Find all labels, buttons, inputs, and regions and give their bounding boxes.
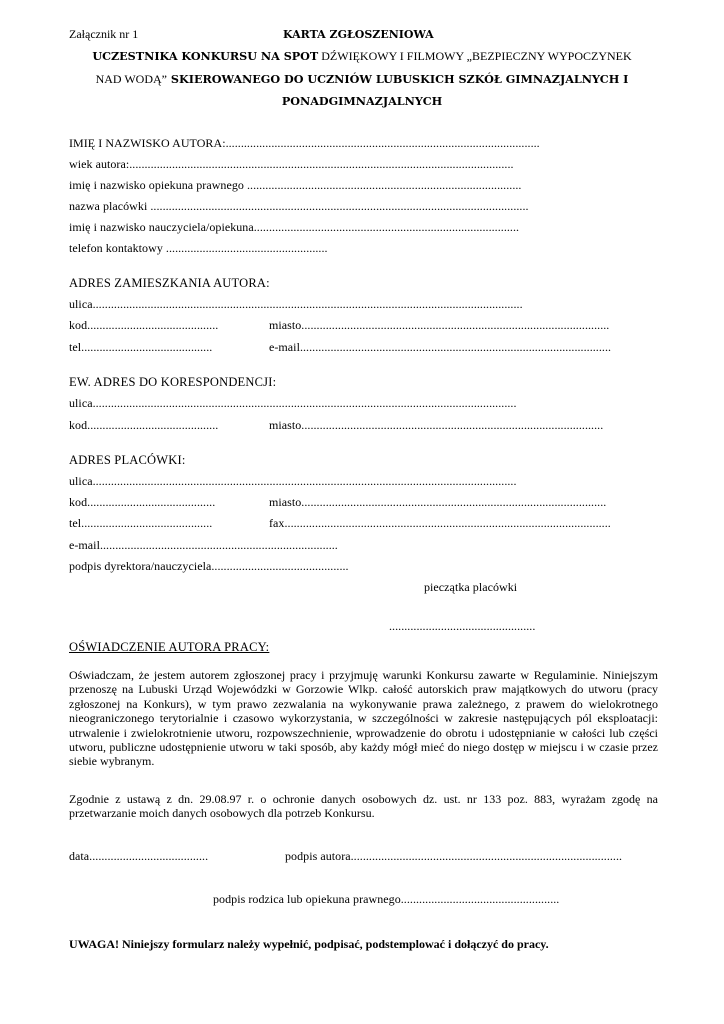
correspondence-city-field[interactable]: miasto................................................................................................... (269, 418, 604, 432)
school-email-field[interactable]: e-mail.............................................................................. (69, 538, 338, 552)
title-line-3-b: SKIEROWANEGO DO UCZNIÓW LUBUSKICH SZKÓŁ GIMNAZJALNYCH I (167, 72, 629, 86)
school-name-field[interactable]: nazwa placówki ............................................................................................................................ (69, 199, 529, 213)
residence-street-field[interactable]: ulica............................................................................................................................................. (69, 297, 523, 311)
attachment-label: Załącznik nr 1 (69, 27, 139, 41)
title-line-2 (0, 49, 724, 64)
title-line-4 (0, 94, 724, 108)
parent-signature-field[interactable]: podpis rodzica lub opiekuna prawnego.................................................... (213, 892, 560, 906)
school-code-field[interactable]: kod.......................................... (69, 495, 216, 509)
title-line-2-bold: UCZESTNIKA KONKURSU NA SPOT (92, 49, 319, 63)
school-tel-field[interactable]: tel........................................... (69, 516, 213, 530)
title-line-3-a: NAD WODĄ” (95, 72, 168, 86)
author-signature-field[interactable]: podpis autora......................................................................................... (285, 849, 623, 863)
residence-heading: ADRES ZAMIESZKANIA AUTORA: (69, 276, 270, 290)
author-age-field[interactable]: wiek autora:.............................................................................................................................. (69, 157, 514, 171)
school-fax-field[interactable]: fax........................................................................................................... (269, 516, 611, 530)
correspondence-street-field[interactable]: ulica........................................................................................................................................... (69, 396, 517, 410)
author-name-field[interactable]: IMIĘ I NAZWISKO AUTORA:....................................................................................................... (69, 136, 540, 150)
title-line-4-text: PONADGIMNAZJALNYCH (281, 94, 443, 108)
residence-city-field[interactable]: miasto..................................................................................................... (269, 318, 610, 332)
correspondence-heading: EW. ADRES DO KORESPONDENCJI: (69, 375, 277, 389)
school-street-field[interactable]: ulica........................................................................................................................................... (69, 474, 517, 488)
stamp-label: pieczątka placówki (424, 580, 518, 594)
phone-field[interactable]: telefon kontaktowy ..................................................... (69, 241, 328, 255)
residence-tel-field[interactable]: tel........................................... (69, 340, 213, 354)
residence-code-field[interactable]: kod........................................... (69, 318, 219, 332)
warning-note: UWAGA! Niniejszy formularz należy wypełnić, podpisać, podstemplować i dołączyć do pracy. (69, 937, 549, 951)
residence-email-field[interactable]: e-mail...................................................................................................... (269, 340, 612, 354)
title-line-2-rest: DŹWIĘKOWY I FILMOWY „BEZPIECZNY WYPOCZYNEK (318, 49, 632, 63)
data-consent-paragraph: Zgodnie z ustawą z dn. 29.08.97 r. o ochronie danych osobowych dz. ust. nr 133 poz. 883, wyrażam zgodę na przetwarzanie moich danych osobowych dla potrzeb Konkursu. (69, 792, 658, 821)
declaration-heading: OŚWIADCZENIE AUTORA PRACY: (69, 640, 270, 654)
form-title: KARTA ZGŁOSZENIOWA (283, 28, 434, 41)
school-city-field[interactable]: miasto.................................................................................................... (269, 495, 607, 509)
declaration-paragraph: Oświadczam, że jestem autorem zgłoszonej pracy i przyjmuję warunki Konkursu zawarte w Regulaminie. Niniejszym przenoszę na Lubuski Urząd Wojewódzki w Gorzowie Wlkp. całość autorskich praw majątkowych do utworu (pracy zgłoszonej na Konkurs), w tym prawo zezwalania na wykonywanie prawa zależnego, z prawem do wielokrotnego nieograniczonego terytorialnie i czasowo wykorzystania, w szczególności w zakresie następujących pól eksploatacji: utrwalenie i zwielokrotnienie utworu, rozpowszechnienie, wprowadzenie do obrotu i udostępnianie w całości lub części utworu, publiczne udostępnienie utworu w taki sposób, aby każdy mógł mieć do niego dostęp w miejscu i w czasie przez siebie wybranym. (69, 668, 658, 769)
title-line-3 (0, 72, 724, 87)
school-address-heading: ADRES PLACÓWKI: (69, 453, 186, 467)
correspondence-code-field[interactable]: kod........................................... (69, 418, 219, 432)
director-signature-field[interactable]: podpis dyrektora/nauczyciela............................................. (69, 559, 349, 573)
teacher-name-field[interactable]: imię i nazwisko nauczyciela/opiekuna....................................................................................... (69, 220, 520, 234)
stamp-line[interactable]: ................................................ (389, 619, 536, 633)
guardian-name-field[interactable]: imię i nazwisko opiekuna prawnego .......................................................................................... (69, 178, 522, 192)
date-field[interactable]: data....................................... (69, 849, 209, 863)
